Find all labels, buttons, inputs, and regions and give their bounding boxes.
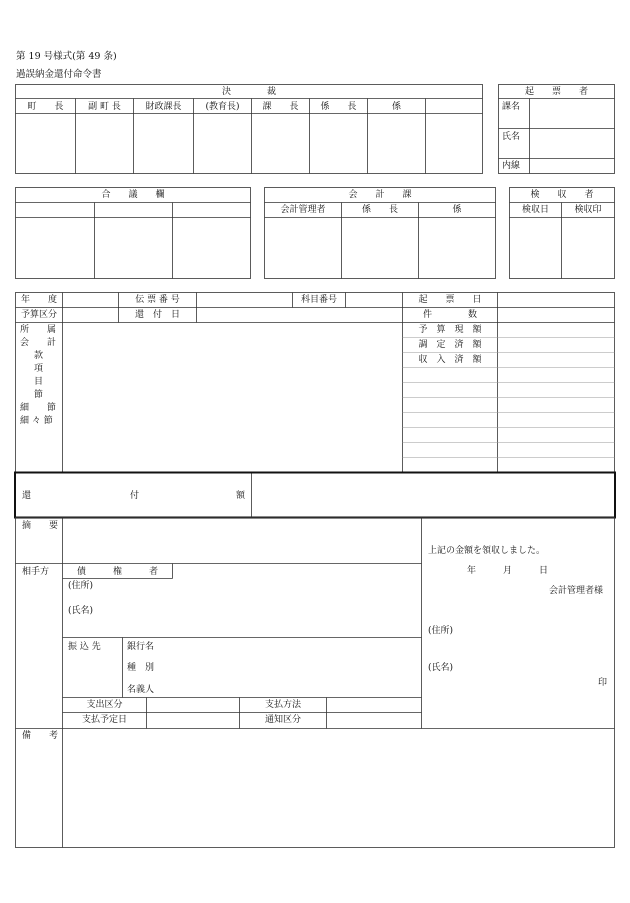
shiharai-yotei-label: 支払予定日 <box>81 715 127 725</box>
saikensha-jusho-label: (住所) <box>68 581 94 591</box>
kanpu-label-3: 額 <box>236 491 246 501</box>
meigi-label: 名義人 <box>127 685 155 695</box>
kanpu-box <box>15 473 615 518</box>
main-table <box>16 293 615 473</box>
kihyobi-label: 起 票 日 <box>418 295 482 305</box>
ginko-label: 銀行名 <box>127 642 155 652</box>
kihyo-title: 起 票 者 <box>524 87 588 97</box>
kaikei-label: 会 計 <box>20 338 57 348</box>
kaikei-title: 会 計 課 <box>348 190 412 200</box>
receipt-date: 年 月 日 <box>467 566 549 576</box>
receipt-seal-label: 印 <box>598 678 608 688</box>
kanpu-label-1: 還 <box>22 491 32 501</box>
kaikei-col-kanrisha: 会計管理者 <box>280 205 326 215</box>
receipt-text: 上記の金額を領収しました。 <box>428 546 546 556</box>
saikensha-shimei-label: (氏名) <box>68 606 94 616</box>
form-number: 第 19 号様式(第 49 条) <box>16 51 117 62</box>
shubetsu-label: 種 別 <box>127 663 155 673</box>
shunyu-label: 収 入 済 額 <box>418 355 482 365</box>
kihyo-kamei-label: 課名 <box>502 102 521 112</box>
receipt-addressee: 会計管理者様 <box>549 586 604 596</box>
receipt-shimei-label: (氏名) <box>428 663 454 673</box>
kessai-col-chocho: 町 長 <box>27 102 64 112</box>
kenshu-col-in: 検収印 <box>574 205 602 215</box>
kenshu-title: 検 収 者 <box>530 190 594 200</box>
setsu-label: 節 <box>34 390 44 400</box>
kessai-col-kyoikucho: (教育長) <box>205 102 240 112</box>
kessai-box <box>16 85 483 174</box>
saikensha-label: 債 権 者 <box>76 567 158 577</box>
kenshu-box <box>510 188 615 279</box>
nendo-label: 年 度 <box>20 295 57 305</box>
denpyo-label: 伝 票 番 号 <box>135 295 180 305</box>
tsuchi-kubun-label: 通知区分 <box>264 715 301 725</box>
kaikei-col-kakaricho: 係 長 <box>361 205 398 215</box>
kessai-col-kacho: 課 長 <box>262 102 299 112</box>
kanpu-label-2: 付 <box>130 491 140 501</box>
aitegata-label: 相手方 <box>22 567 50 577</box>
furikomi-label: 振 込 先 <box>68 642 101 652</box>
kessai-title: 決 裁 <box>221 87 276 97</box>
yosan-kubun-label: 予算区分 <box>20 310 57 320</box>
yosan-gen-label: 予 算 現 額 <box>418 325 482 335</box>
tekiyo-label: 摘 要 <box>22 521 59 531</box>
kan-label: 款 <box>34 351 44 361</box>
kensu-label: 件 数 <box>422 310 477 320</box>
kessai-col-fukuchocho: 副 町 長 <box>88 102 121 112</box>
chotei-label: 調 定 済 額 <box>418 340 482 350</box>
receipt-jusho-label: (住所) <box>428 626 454 636</box>
kenshu-col-bi: 検収日 <box>521 205 549 215</box>
kaikei-col-kakari: 係 <box>452 205 462 215</box>
kihyo-naisen-label: 内線 <box>502 161 521 171</box>
kessai-col-kakaricho: 係 長 <box>320 102 357 112</box>
saisaisetsu-label: 細 々 節 <box>20 416 53 426</box>
gogi-box <box>16 188 251 279</box>
shozoku-label: 所 属 <box>20 325 57 335</box>
shiharai-hoho-label: 支払方法 <box>264 700 301 710</box>
kanpu-bi-label: 還 付 日 <box>134 310 180 320</box>
kamoku-label: 科目番号 <box>300 295 337 305</box>
gogi-title: 合 議 欄 <box>101 190 165 200</box>
moku-label: 目 <box>34 377 44 387</box>
shishutsu-kubun-label: 支出区分 <box>86 700 123 710</box>
kessai-col-kakari: 係 <box>391 102 401 112</box>
document-title: 過誤納金還付命令書 <box>16 69 102 80</box>
biko-label: 備 考 <box>22 731 59 741</box>
kou-label: 項 <box>34 364 44 374</box>
saisetsu-label: 細 節 <box>20 403 57 413</box>
kihyo-shimei-label: 氏名 <box>502 132 521 142</box>
kaikei-box <box>265 188 496 279</box>
kessai-col-zaisei: 財政課長 <box>145 102 182 112</box>
